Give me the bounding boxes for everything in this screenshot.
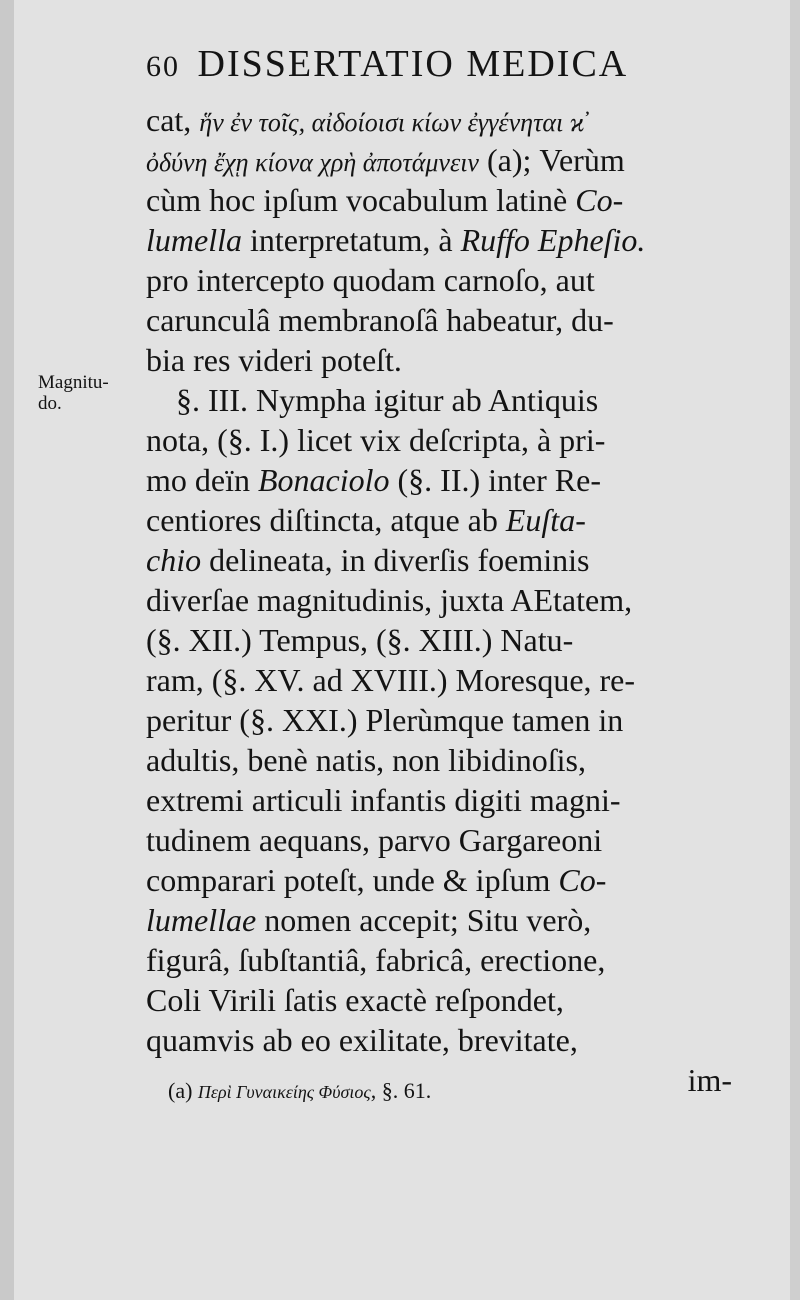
- text-run: Coli Virili ſatis exactè reſpondet,: [146, 982, 564, 1018]
- footnote: [168, 1078, 431, 1104]
- text-line: [146, 540, 734, 580]
- body-text: [146, 100, 734, 1100]
- text-line: [146, 700, 734, 740]
- text-run: adultis, benè natis, non libidinoſis,: [146, 742, 586, 778]
- italic-run: chio: [146, 542, 202, 578]
- text-line: [146, 580, 734, 620]
- page-number: 60: [146, 50, 180, 83]
- text-line: [146, 420, 734, 460]
- text-run: tudinem aequans, parvo Gargareoni: [146, 822, 603, 858]
- text-line: [146, 820, 734, 860]
- text-run: mo deïn: [146, 462, 258, 498]
- text-line: [146, 460, 734, 500]
- greek-run: ὀδύνη ἔχῃ κίονα χρὴ ἀποτάμνειν: [146, 148, 479, 177]
- text-line: [146, 740, 734, 780]
- italic-run: Bonaciolo: [257, 462, 390, 498]
- text-run: interpretatum, à: [241, 222, 461, 258]
- text-line: [146, 220, 734, 260]
- text-run: bia res videri poteſt.: [146, 342, 402, 378]
- text-run: diverſae magnitudinis, juxta AEtatem,: [146, 582, 633, 618]
- text-line: [146, 380, 734, 420]
- italic-run: Co-: [575, 182, 624, 218]
- italic-run: Ruffo Epheſio.: [460, 222, 646, 258]
- running-head: [146, 42, 686, 86]
- page-gutter-shadow: [0, 0, 14, 1300]
- text-line: [146, 180, 734, 220]
- text-run: im-: [687, 1062, 732, 1098]
- text-line: [146, 660, 734, 700]
- text-line: [146, 940, 734, 980]
- text-run: nota, (§. I.) licet vix deſcripta, à pri-: [146, 422, 606, 458]
- running-title: DISSERTATIO MEDICA: [197, 43, 629, 85]
- italic-run: Co-: [558, 862, 607, 898]
- text-run: (§. II.) inter Re-: [389, 462, 601, 498]
- text-run: figurâ, ſubſtantiâ, fabricâ, erectione,: [146, 942, 606, 978]
- margin-note: [38, 372, 128, 414]
- text-run: , §. 61.: [370, 1078, 432, 1103]
- italic-run: lumella: [146, 222, 242, 258]
- page-edge-shadow: [790, 0, 800, 1300]
- text-run: centiores diſtincta, atque ab: [146, 502, 506, 538]
- text-line: [146, 780, 734, 820]
- text-run: (a); Verùm: [478, 142, 625, 178]
- text-run: ram, (§. XV. ad XVIII.) Moresque, re-: [146, 662, 636, 698]
- text-run: (a): [168, 1078, 198, 1103]
- text-run: cùm hoc ipſum vocabulum latinè: [146, 182, 576, 218]
- text-run: quamvis ab eo exilitate, brevitate,: [146, 1022, 578, 1058]
- margin-note-line: do.: [38, 393, 62, 414]
- text-line: [146, 260, 734, 300]
- text-run: (§. XII.) Tempus, (§. XIII.) Natu-: [146, 622, 574, 658]
- text-run: cat,: [146, 102, 200, 138]
- text-run: pro intercepto quodam carnoſo, aut: [146, 262, 595, 298]
- italic-run: Euſta-: [505, 502, 586, 538]
- text-line: [146, 980, 734, 1020]
- italic-run: lumellae: [146, 902, 257, 938]
- greek-run: ἥν ἐν τοῖς, αἰδοίοισι κίων ἐγγένηται ϰ̓: [199, 108, 585, 137]
- text-line: [146, 300, 734, 340]
- text-line: [146, 620, 734, 660]
- text-run: §. III. Nympha igitur ab Antiquis: [176, 382, 599, 418]
- text-line: [146, 860, 734, 900]
- text-line: [146, 900, 734, 940]
- text-line: [146, 500, 734, 540]
- text-run: peritur (§. XXI.) Plerùmque tamen in: [146, 702, 624, 738]
- text-line: [146, 100, 734, 140]
- text-run: delineata, in diverſis foeminis: [201, 542, 590, 578]
- text-run: extremi articuli infantis digiti magni-: [146, 782, 621, 818]
- margin-note-line: Magnitu-: [38, 372, 109, 393]
- greek-run: Περὶ Γυναικείης Φύσιος: [197, 1082, 371, 1102]
- text-line: [146, 1020, 734, 1060]
- text-run: comparari poteſt, unde & ipſum: [146, 862, 559, 898]
- text-line: [146, 340, 734, 380]
- text-line: [146, 140, 734, 180]
- text-run: carunculâ membranoſâ habeatur, du-: [146, 302, 614, 338]
- text-run: nomen accepit; Situ verò,: [256, 902, 592, 938]
